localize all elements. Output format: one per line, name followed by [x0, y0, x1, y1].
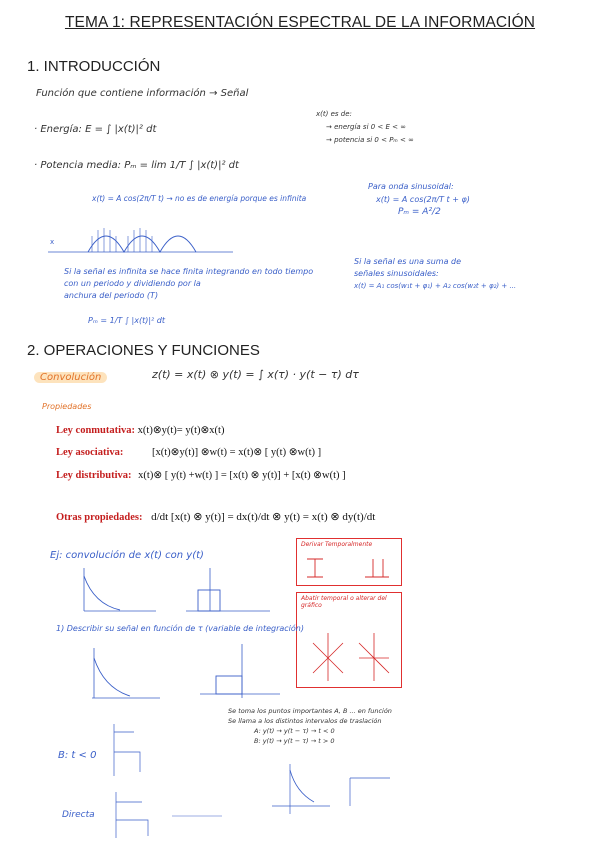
case-c-sketch: [112, 790, 232, 842]
prop-otras: [56, 510, 375, 523]
sum-note-line: x(t) = A₁ cos(w₁t + φ₁) + A₂ cos(w₂t + φ₂) + ...: [354, 282, 517, 290]
sinusoidal-line: Para onda sinusoidal:: [368, 182, 454, 191]
section-heading-introduccion: 1. INTRODUCCIÓN: [27, 58, 161, 75]
case-right-sketch: [270, 762, 420, 818]
periodic-note-line: Si la señal es infinita se hace finita integrando en todo tiempo: [64, 267, 314, 276]
sum-note: [354, 256, 516, 292]
energia-formula: · Energía: E = ∫ |x(t)|² dt: [34, 124, 157, 135]
tau-sketch: [90, 642, 290, 704]
convolucion-label: [34, 372, 107, 383]
sinusoidal-line: x(t) = A cos(2π/T t + φ): [376, 195, 470, 204]
prop-label: Ley asociativa:: [56, 447, 124, 458]
sum-note-line: señales sinusoidales:: [354, 269, 439, 278]
periodic-note-line: anchura del periodo (T): [64, 291, 159, 300]
step1-text: 1) Describir su señal en función de τ (variable de integración): [56, 624, 304, 633]
periodic-note: [64, 266, 313, 302]
sinusoidal-line: Pₘ = A²/2: [398, 207, 441, 217]
example-title: Ej: convolución de x(t) con y(t): [50, 550, 204, 561]
signal-x-sketch: [80, 566, 160, 616]
signal-y-sketch: [184, 566, 274, 616]
prop-distributiva: [56, 469, 346, 481]
side-note-line: → potencia si 0 < Pₘ < ∞: [326, 136, 414, 144]
red-note-text: Abatir temporal o alterar del gráfico: [301, 595, 387, 609]
convolution-formula: z(t) = x(t) ⊗ y(t) = ∫ x(τ) · y(t − τ) dτ: [152, 368, 359, 381]
prop-label: Ley conmutativa:: [56, 425, 136, 436]
cosine-example: x(t) = A cos(2π/T t) → no es de energía porque es infinita: [92, 194, 307, 203]
interval-note: B: y(t) → y(t − τ) → t > 0: [254, 737, 335, 745]
interval-note: Se llama a los distintos intervalos de traslación: [228, 717, 382, 725]
prop-conmutativa: [56, 424, 224, 436]
side-note-line: x(t) es de:: [316, 110, 352, 118]
case-b-label: B: t < 0: [58, 750, 97, 761]
side-note-line: → energía si 0 < E < ∞: [326, 123, 407, 131]
sinusoidal-note: [368, 180, 470, 219]
prop-formula: x(t)⊗y(t)= y(t)⊗x(t): [137, 425, 225, 436]
svg-text:x: x: [50, 238, 55, 246]
convolucion-highlight: Convolución: [34, 372, 107, 383]
prop-formula: d/dt [x(t) ⊗ y(t)] = dx(t)/dt ⊗ y(t) = x(t) ⊗ dy(t)/dt: [151, 511, 376, 523]
periodic-note-line: con un periodo y dividiendo por la: [64, 279, 201, 288]
page-title: TEMA 1: REPRESENTACIÓN ESPECTRAL DE LA INFORMACIÓN: [64, 14, 536, 31]
prop-asociativa: [56, 446, 321, 458]
red-note-text: Derivar Temporalmente: [301, 541, 373, 548]
interval-note: A: y(t) → y(t − τ) → t < 0: [254, 727, 335, 735]
prop-formula: x(t)⊗ [ y(t) +w(t) ] = [x(t) ⊗ y(t)] + [x(t) ⊗w(t) ]: [138, 470, 346, 481]
pm-formula: Pₘ = 1/T ∫ |x(t)|² dt: [88, 316, 165, 325]
red-note-box-1: [296, 538, 402, 586]
sum-note-line: Si la señal es una suma de: [354, 257, 462, 266]
case-b-sketch: [110, 722, 170, 780]
case-c-label: Directa: [62, 810, 95, 820]
side-note-energy-power: [316, 108, 414, 147]
interval-notes: [228, 706, 392, 746]
prop-label: Otras propiedades:: [56, 512, 143, 523]
intro-line: Función que contiene información → Señal: [36, 88, 249, 99]
prop-formula: [x(t)⊗y(t)] ⊗w(t) = x(t)⊗ [ y(t) ⊗w(t) ]: [152, 447, 322, 458]
prop-label: Ley distributiva:: [56, 470, 132, 481]
interval-note: Se toma los puntos importantes A, B ... en función: [228, 707, 392, 715]
red-note-box-2: [296, 592, 402, 688]
potencia-formula: · Potencia media: Pₘ = lim 1/T ∫ |x(t)|² dt: [34, 160, 239, 171]
section-heading-operaciones: 2. OPERACIONES Y FUNCIONES: [27, 342, 260, 359]
periodic-wave-sketch: [48, 222, 238, 262]
propiedades-label: Propiedades: [42, 402, 92, 411]
